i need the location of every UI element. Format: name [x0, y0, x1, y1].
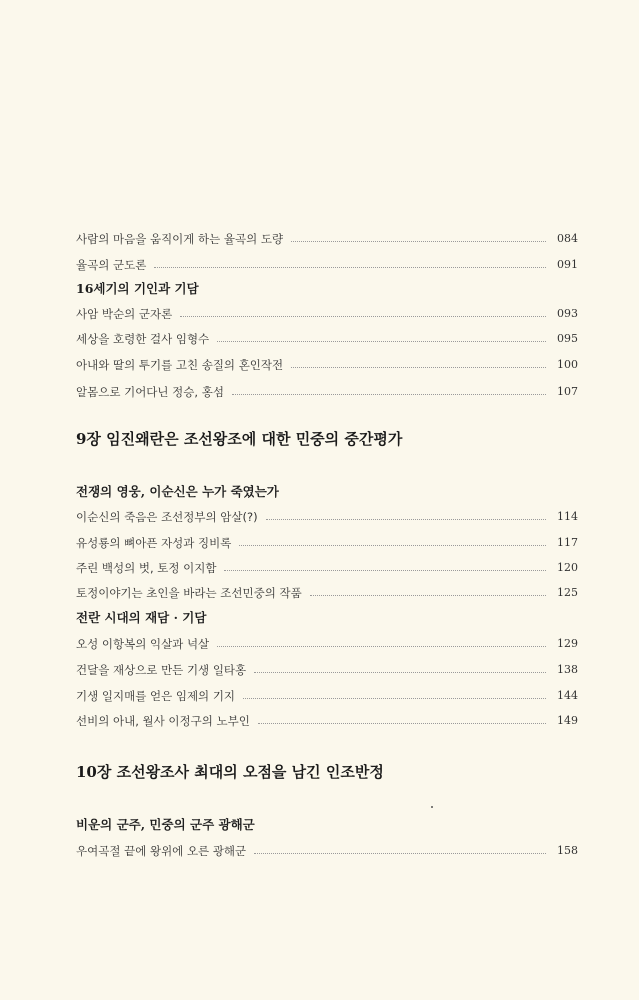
chapter-heading: 10장 조선왕조사 최대의 오점을 남긴 인조반정: [76, 763, 384, 781]
toc-entry[interactable]: [76, 329, 578, 349]
toc-entry[interactable]: [76, 711, 578, 731]
toc-entry[interactable]: [76, 355, 578, 375]
toc-entry-title: 세상을 호령한 걸사 임형수: [76, 332, 210, 346]
leader-dots: [239, 544, 546, 546]
leader-dots: [254, 671, 546, 673]
toc-entry[interactable]: [76, 686, 578, 706]
leader-dots: [154, 266, 546, 268]
toc-entry-page: 114: [557, 510, 578, 523]
toc-entry-title: 유성룡의 뼈아픈 자성과 징비록: [76, 536, 232, 550]
leader-dots: [258, 722, 546, 724]
toc-entry-page: 149: [557, 714, 578, 727]
toc-entry-title: 율곡의 군도론: [76, 258, 147, 272]
toc-entry-title: 알몸으로 기어다닌 정승, 홍섬: [76, 385, 224, 399]
toc-entry[interactable]: [76, 255, 578, 275]
chapter-heading: 9장 임진왜란은 조선왕조에 대한 민중의 중간평가: [76, 430, 403, 448]
toc-entry-page: 107: [557, 385, 578, 398]
toc-entry-page: 158: [557, 844, 578, 857]
toc-entry-page: 138: [557, 663, 578, 676]
toc-entry[interactable]: [76, 841, 578, 861]
toc-entry-title: 기생 일지매를 얻은 임제의 기지: [76, 689, 236, 703]
section-heading: 16세기의 기인과 기담: [76, 281, 199, 296]
toc-entry-title: 주린 백성의 벗, 토정 이지함: [76, 561, 217, 575]
leader-dots: [266, 518, 546, 520]
toc-entry[interactable]: [76, 229, 578, 249]
toc-entry[interactable]: [76, 634, 578, 654]
toc-entry-page: 117: [557, 536, 578, 549]
section-heading: 전쟁의 영웅, 이순신은 누가 죽였는가: [76, 484, 279, 499]
leader-dots: [243, 697, 546, 699]
toc-entry-title: 선비의 아내, 월사 이정구의 노부인: [76, 714, 250, 728]
toc-entry[interactable]: [76, 382, 578, 402]
toc-entry-page: 144: [557, 689, 578, 702]
toc-entry-title: 우여곡절 끝에 왕위에 오른 광해군: [76, 844, 247, 858]
leader-dots: [310, 594, 546, 596]
toc-entry[interactable]: [76, 533, 578, 553]
leader-dots: [217, 645, 546, 647]
toc-entry[interactable]: [76, 660, 578, 680]
leader-dots: [224, 569, 546, 571]
toc-entry-page: 095: [557, 332, 578, 345]
leader-dots: [291, 366, 546, 368]
toc-entry-page: 084: [557, 232, 578, 245]
toc-entry[interactable]: [76, 583, 578, 603]
toc-entry-title: 이순신의 죽음은 조선정부의 암살(?): [76, 510, 258, 524]
leader-dots: [180, 315, 546, 317]
toc-entry-title: 토정이야기는 초인을 바라는 조선민중의 작품: [76, 586, 302, 600]
leader-dots: [291, 240, 546, 242]
toc-entry[interactable]: [76, 558, 578, 578]
toc-entry-page: 129: [557, 637, 578, 650]
paper-speck: [431, 806, 433, 808]
toc-entry-title: 사암 박순의 군자론: [76, 307, 173, 321]
leader-dots: [217, 340, 546, 342]
toc-entry-title: 오성 이항복의 익살과 넉살: [76, 637, 210, 651]
toc-entry[interactable]: [76, 304, 578, 324]
leader-dots: [254, 852, 546, 854]
toc-entry-page: 120: [557, 561, 578, 574]
toc-entry-page: 091: [557, 258, 578, 271]
toc-entry-page: 125: [557, 586, 578, 599]
toc-entry-title: 건달을 재상으로 만든 기생 일타홍: [76, 663, 247, 677]
leader-dots: [232, 393, 546, 395]
section-heading: 비운의 군주, 민중의 군주 광해군: [76, 817, 255, 832]
toc-entry[interactable]: [76, 507, 578, 527]
toc-entry-page: 100: [557, 358, 578, 371]
toc-entry-title: 사람의 마음을 움직이게 하는 율곡의 도량: [76, 232, 284, 246]
toc-entry-page: 093: [557, 307, 578, 320]
toc-entry-title: 아내와 딸의 투기를 고친 송질의 혼인작전: [76, 358, 284, 372]
section-heading: 전란 시대의 재담 · 기담: [76, 610, 207, 625]
